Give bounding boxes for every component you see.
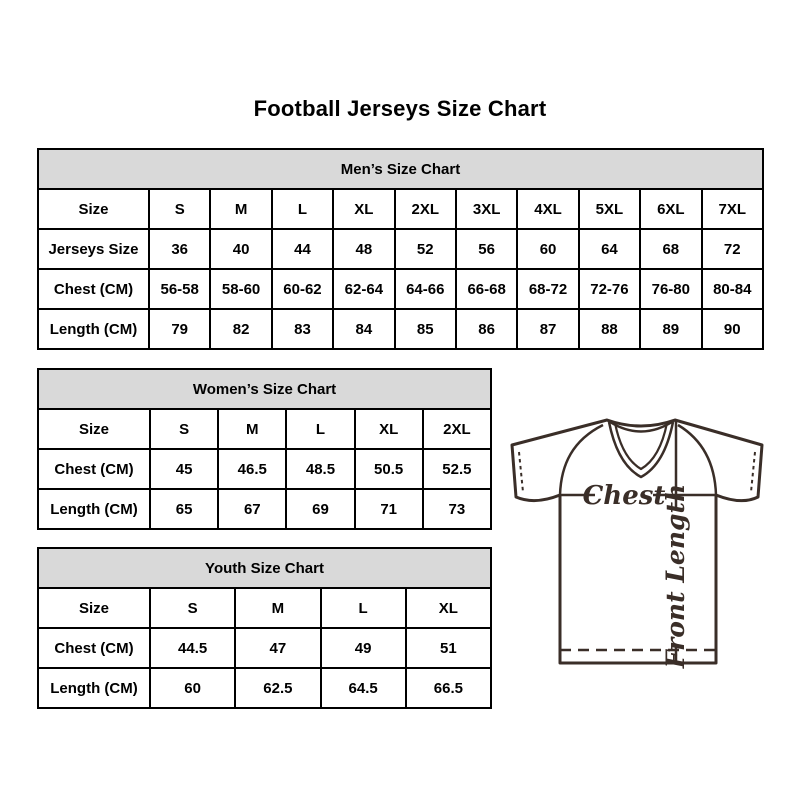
size-value-cell: 44	[272, 229, 333, 269]
table-row	[38, 449, 491, 489]
size-value-cell: 56	[456, 229, 517, 269]
jersey-outline-shape	[512, 420, 762, 663]
table-row	[38, 189, 763, 229]
table-row	[38, 409, 491, 449]
size-value-cell: 6XL	[640, 189, 701, 229]
size-value-cell: M	[210, 189, 271, 229]
size-value-cell: 2XL	[395, 189, 456, 229]
row-label-cell: Chest (CM)	[38, 449, 150, 489]
size-value-cell: 82	[210, 309, 271, 349]
size-value-cell: 65	[150, 489, 218, 529]
table-row	[38, 588, 491, 628]
size-value-cell: 67	[218, 489, 286, 529]
size-value-cell: 86	[456, 309, 517, 349]
size-value-cell: 79	[149, 309, 210, 349]
size-value-cell: 83	[272, 309, 333, 349]
size-value-cell: 72-76	[579, 269, 640, 309]
table-row	[38, 628, 491, 668]
chest-label: Chest	[582, 481, 666, 511]
size-value-cell: 88	[579, 309, 640, 349]
right-cuff-stitch-line	[751, 452, 755, 492]
size-value-cell: 5XL	[579, 189, 640, 229]
size-value-cell: 87	[517, 309, 578, 349]
mens-table-title: Men’s Size Chart	[38, 149, 763, 189]
size-value-cell: 76-80	[640, 269, 701, 309]
size-value-cell: 58-60	[210, 269, 271, 309]
row-label-cell: Chest (CM)	[38, 269, 149, 309]
size-value-cell: M	[235, 588, 320, 628]
table-row	[38, 269, 763, 309]
size-value-cell: L	[321, 588, 406, 628]
size-value-cell: 3XL	[456, 189, 517, 229]
size-value-cell: 51	[406, 628, 491, 668]
size-value-cell: L	[286, 409, 354, 449]
youth-table-title: Youth Size Chart	[38, 548, 491, 588]
size-value-cell: 50.5	[355, 449, 423, 489]
table-row	[38, 668, 491, 708]
size-value-cell: 85	[395, 309, 456, 349]
womens-table-title: Women’s Size Chart	[38, 369, 491, 409]
size-value-cell: 56-58	[149, 269, 210, 309]
size-value-cell: XL	[333, 189, 394, 229]
size-value-cell: 68-72	[517, 269, 578, 309]
row-label-cell: Length (CM)	[38, 309, 149, 349]
size-value-cell: 2XL	[423, 409, 491, 449]
womens-size-table	[37, 368, 492, 530]
size-value-cell: 68	[640, 229, 701, 269]
size-value-cell: 49	[321, 628, 406, 668]
size-value-cell: XL	[355, 409, 423, 449]
size-value-cell: 40	[210, 229, 271, 269]
jersey-measurement-diagram	[505, 412, 770, 702]
row-label-cell: Size	[38, 189, 149, 229]
size-value-cell: 64.5	[321, 668, 406, 708]
row-label-cell: Size	[38, 588, 150, 628]
size-value-cell: 84	[333, 309, 394, 349]
mens-size-table	[37, 148, 764, 350]
size-value-cell: 52	[395, 229, 456, 269]
size-value-cell: 72	[702, 229, 763, 269]
row-label-cell: Jerseys Size	[38, 229, 149, 269]
size-value-cell: 71	[355, 489, 423, 529]
size-value-cell: 80-84	[702, 269, 763, 309]
table-row	[38, 229, 763, 269]
size-value-cell: 44.5	[150, 628, 235, 668]
size-value-cell: 45	[150, 449, 218, 489]
row-label-cell: Length (CM)	[38, 668, 150, 708]
page-title: Football Jerseys Size Chart	[253, 96, 547, 121]
size-value-cell: S	[150, 409, 218, 449]
front-length-label: Front Length	[661, 483, 690, 669]
size-value-cell: 66-68	[456, 269, 517, 309]
table-row	[38, 309, 763, 349]
size-value-cell: 4XL	[517, 189, 578, 229]
youth-size-table	[37, 547, 492, 709]
size-value-cell: 69	[286, 489, 354, 529]
size-value-cell: 52.5	[423, 449, 491, 489]
size-value-cell: 60	[517, 229, 578, 269]
size-value-cell: 64	[579, 229, 640, 269]
size-value-cell: 48.5	[286, 449, 354, 489]
size-value-cell: 46.5	[218, 449, 286, 489]
row-label-cell: Chest (CM)	[38, 628, 150, 668]
size-value-cell: 62-64	[333, 269, 394, 309]
size-value-cell: 66.5	[406, 668, 491, 708]
table-row	[38, 489, 491, 529]
size-value-cell: 60-62	[272, 269, 333, 309]
size-value-cell: XL	[406, 588, 491, 628]
size-value-cell: 48	[333, 229, 394, 269]
collar-v-inner	[615, 423, 667, 469]
size-value-cell: 73	[423, 489, 491, 529]
size-value-cell: 36	[149, 229, 210, 269]
size-value-cell: S	[150, 588, 235, 628]
size-value-cell: 90	[702, 309, 763, 349]
size-value-cell: 60	[150, 668, 235, 708]
row-label-cell: Length (CM)	[38, 489, 150, 529]
size-value-cell: 47	[235, 628, 320, 668]
size-value-cell: S	[149, 189, 210, 229]
size-value-cell: 64-66	[395, 269, 456, 309]
row-label-cell: Size	[38, 409, 150, 449]
size-value-cell: 62.5	[235, 668, 320, 708]
size-value-cell: 7XL	[702, 189, 763, 229]
size-value-cell: L	[272, 189, 333, 229]
size-value-cell: M	[218, 409, 286, 449]
size-value-cell: 89	[640, 309, 701, 349]
left-cuff-stitch-line	[519, 452, 523, 492]
